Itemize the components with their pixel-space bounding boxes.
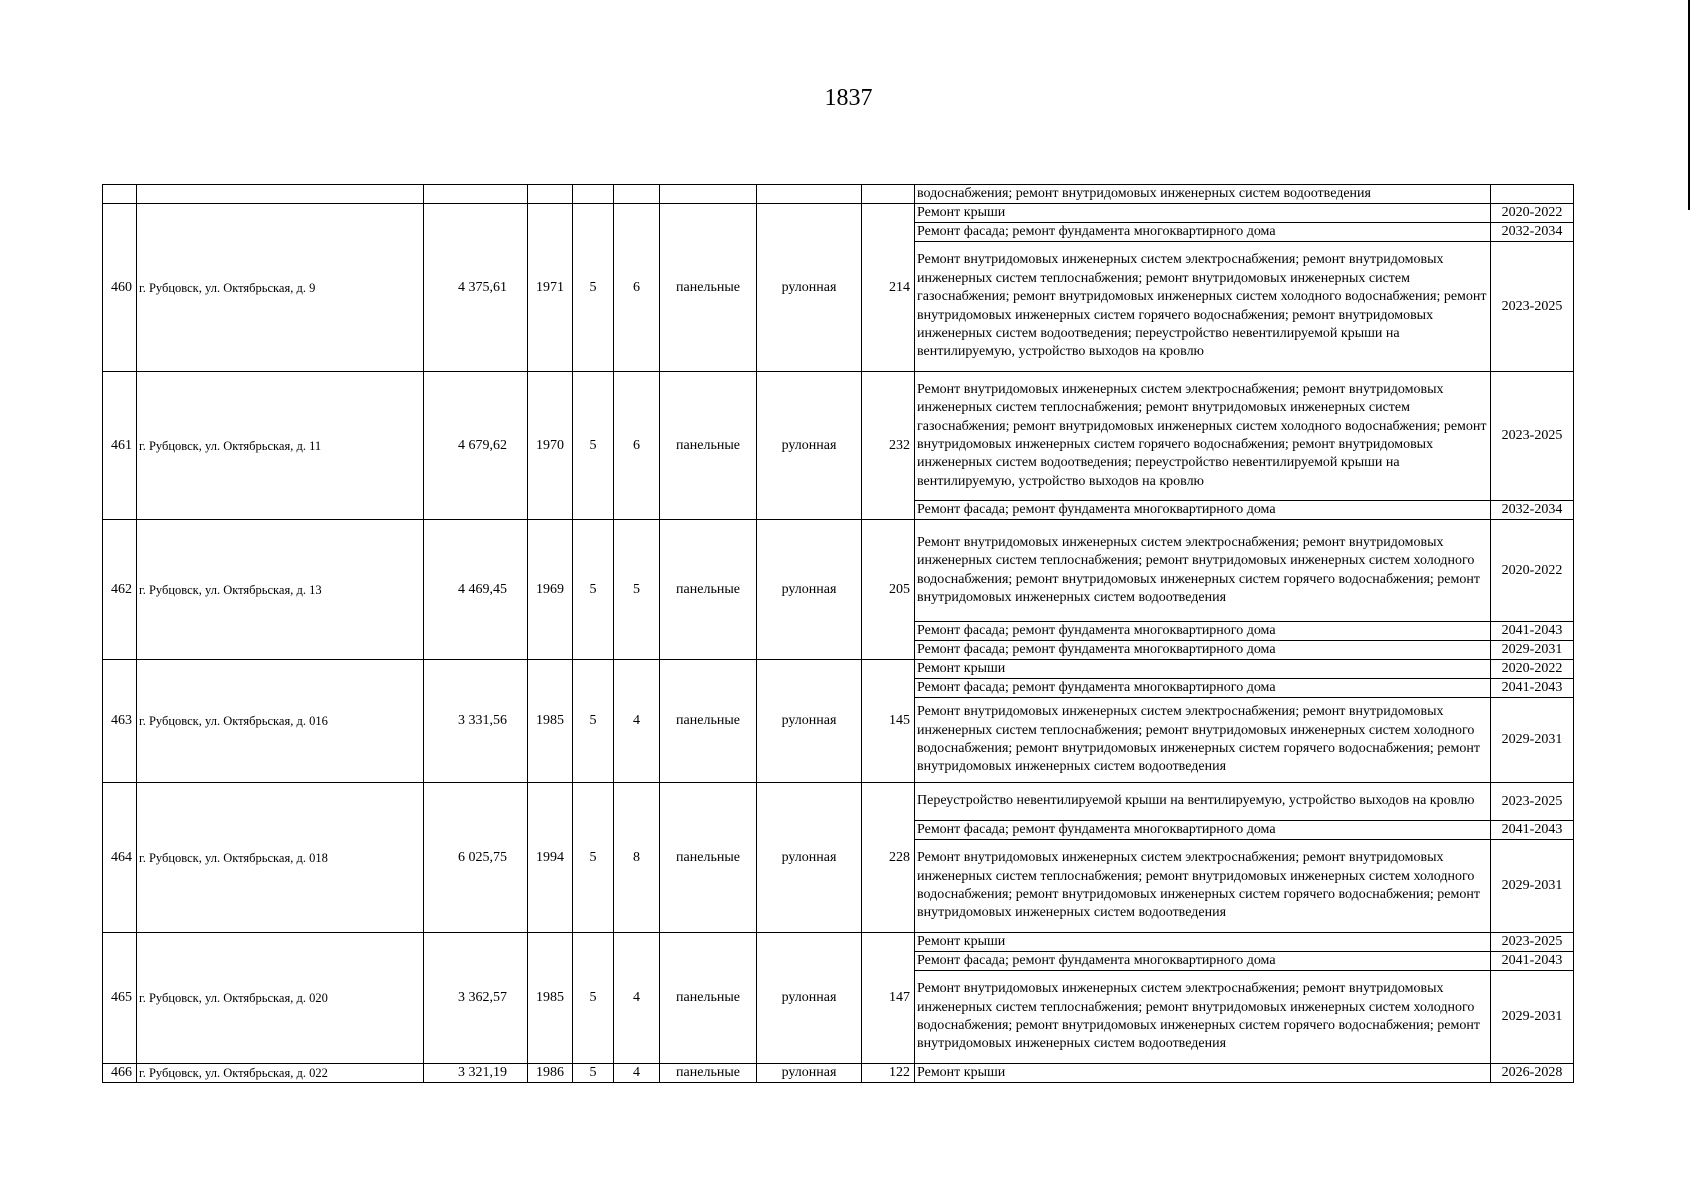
work-description-cell (914, 640, 1491, 660)
address-cell: г. Рубцовск, ул. Октябрьская, д. 022 (136, 1063, 424, 1083)
work-period-cell: 2020-2022 (1490, 519, 1574, 622)
address-cell: г. Рубцовск, ул. Октябрьская, д. 13 (136, 519, 424, 660)
area-cell: 4 469,45 (423, 519, 528, 660)
work-description-text: Ремонт фасада; ремонт фундамента многоквартирного дома (917, 501, 1276, 517)
floors-cell: 5 (572, 371, 614, 520)
entrances-cell: 6 (613, 203, 660, 372)
area-cell: 3 321,19 (423, 1063, 528, 1083)
apartments-cell: 145 (861, 659, 915, 783)
roof-type-cell: рулонная (756, 519, 862, 660)
work-description-cell (914, 932, 1491, 952)
work-description-text: Ремонт крыши (917, 933, 1006, 949)
work-description-text: Ремонт фасада; ремонт фундамента многоквартирного дома (917, 223, 1276, 239)
area-cell: 4 375,61 (423, 203, 528, 372)
empty-cell (423, 184, 528, 204)
work-description-text: Ремонт фасада; ремонт фундамента многоквартирного дома (917, 622, 1276, 638)
work-period-cell: 2029-2031 (1490, 697, 1574, 783)
work-description-text: Ремонт фасада; ремонт фундамента многоквартирного дома (917, 679, 1276, 695)
floors-cell: 5 (572, 1063, 614, 1083)
roof-type-cell: рулонная (756, 1063, 862, 1083)
walls-material-cell: панельные (659, 203, 757, 372)
work-description-cell (914, 203, 1491, 223)
work-description-cell (914, 1063, 1491, 1083)
empty-cell (861, 184, 915, 204)
work-description-text: Ремонт фасада; ремонт фундамента многоквартирного дома (917, 821, 1276, 837)
work-description-text: Ремонт крыши (917, 204, 1006, 220)
work-description-cell (914, 951, 1491, 971)
work-description-cell (914, 241, 1491, 372)
work-period-cell: 2026-2028 (1490, 1063, 1574, 1083)
floors-cell: 5 (572, 659, 614, 783)
apartments-cell: 228 (861, 782, 915, 933)
work-period-cell: 2020-2022 (1490, 203, 1574, 223)
house-number-cell: 463 (102, 659, 137, 783)
apartments-cell: 205 (861, 519, 915, 660)
work-period-cell: 2032-2034 (1490, 222, 1574, 242)
address-cell: г. Рубцовск, ул. Октябрьская, д. 016 (136, 659, 424, 783)
work-period-cell: 2032-2034 (1490, 500, 1574, 520)
year-cell: 1985 (527, 932, 573, 1064)
address-cell: г. Рубцовск, ул. Октябрьская, д. 018 (136, 782, 424, 933)
work-description-text: Ремонт внутридомовых инженерных систем электроснабжения; ремонт внутридомовых инженерных систем теплоснабжения; ремонт внутридомовых инженерных систем холодного водоснабжения; ремонт внутридомовых инженерных систем горячего водоснабжения; ремонт внутридомовых инженерных систем водоотведения (917, 981, 1480, 1052)
work-description-cell (914, 222, 1491, 242)
empty-cell (659, 184, 757, 204)
work-description-text: Ремонт внутридомовых инженерных систем электроснабжения; ремонт внутридомовых инженерных систем теплоснабжения; ремонт внутридомовых инженерных систем холодного водоснабжения; ремонт внутридомовых инженерных систем горячего водоснабжения; ремонт внутридомовых инженерных систем водоотведения (917, 704, 1480, 775)
work-period-cell: 2023-2025 (1490, 241, 1574, 372)
work-description-cell (914, 839, 1491, 933)
address-cell: г. Рубцовск, ул. Октябрьская, д. 9 (136, 203, 424, 372)
work-period-cell: 2020-2022 (1490, 659, 1574, 679)
page-number: 1837 (824, 85, 873, 111)
work-period-cell: 2041-2043 (1490, 621, 1574, 641)
scan-edge-mark (1688, 0, 1690, 210)
walls-material-cell: панельные (659, 519, 757, 660)
apartments-cell: 232 (861, 371, 915, 520)
year-cell: 1970 (527, 371, 573, 520)
work-description-text: Переустройство невентилируемой крыши на вентилируемую, устройство выходов на кровлю (917, 793, 1475, 809)
area-cell: 3 362,57 (423, 932, 528, 1064)
empty-cell (102, 184, 137, 204)
apartments-cell: 147 (861, 932, 915, 1064)
empty-cell (756, 184, 862, 204)
entrances-cell: 4 (613, 659, 660, 783)
carry-over-period-cell (1490, 184, 1574, 204)
work-description-text: Ремонт крыши (917, 1064, 1006, 1080)
entrances-cell: 5 (613, 519, 660, 660)
work-description-text: Ремонт крыши (917, 660, 1006, 676)
year-cell: 1985 (527, 659, 573, 783)
carry-over-works-cell: водоснабжения; ремонт внутридомовых инженерных систем водоотведения (914, 184, 1491, 204)
work-description-text: Ремонт внутридомовых инженерных систем электроснабжения; ремонт внутридомовых инженерных систем теплоснабжения; ремонт внутридомовых инженерных систем газоснабжения; ремонт внутридомовых инженерных систем холодного водоснабжения; ремонт внутридомовых инженерных систем горячего водоснабжения; ремонт внутридомовых инженерных систем водоотведения; переустройство невентилируемой крыши на вентилируемую, устройство выходов на кровлю (917, 252, 1487, 360)
address-cell: г. Рубцовск, ул. Октябрьская, д. 11 (136, 371, 424, 520)
walls-material-cell: панельные (659, 932, 757, 1064)
area-cell: 3 331,56 (423, 659, 528, 783)
work-description-cell (914, 678, 1491, 698)
house-number-cell: 460 (102, 203, 137, 372)
empty-cell (527, 184, 573, 204)
work-description-cell (914, 621, 1491, 641)
floors-cell: 5 (572, 203, 614, 372)
floors-cell: 5 (572, 519, 614, 660)
entrances-cell: 8 (613, 782, 660, 933)
walls-material-cell: панельные (659, 1063, 757, 1083)
floors-cell: 5 (572, 932, 614, 1064)
house-number-cell: 465 (102, 932, 137, 1064)
empty-cell (613, 184, 660, 204)
work-period-cell: 2041-2043 (1490, 820, 1574, 840)
work-period-cell: 2029-2031 (1490, 640, 1574, 660)
roof-type-cell: рулонная (756, 782, 862, 933)
work-description-cell (914, 659, 1491, 679)
roof-type-cell: рулонная (756, 659, 862, 783)
work-period-cell: 2029-2031 (1490, 839, 1574, 933)
work-description-cell (914, 697, 1491, 783)
work-description-cell (914, 782, 1491, 821)
work-description-text: Ремонт внутридомовых инженерных систем электроснабжения; ремонт внутридомовых инженерных систем теплоснабжения; ремонт внутридомовых инженерных систем газоснабжения; ремонт внутридомовых инженерных систем холодного водоснабжения; ремонт внутридомовых инженерных систем горячего водоснабжения; ремонт внутридомовых инженерных систем водоотведения; переустройство невентилируемой крыши на вентилируемую, устройство выходов на кровлю (917, 381, 1487, 489)
house-number-cell: 462 (102, 519, 137, 660)
work-description-cell (914, 371, 1491, 501)
year-cell: 1986 (527, 1063, 573, 1083)
entrances-cell: 4 (613, 932, 660, 1064)
work-period-cell: 2041-2043 (1490, 678, 1574, 698)
address-cell: г. Рубцовск, ул. Октябрьская, д. 020 (136, 932, 424, 1064)
empty-cell (136, 184, 424, 204)
apartments-cell: 122 (861, 1063, 915, 1083)
work-period-cell: 2023-2025 (1490, 371, 1574, 501)
entrances-cell: 6 (613, 371, 660, 520)
house-number-cell: 464 (102, 782, 137, 933)
house-number-cell: 461 (102, 371, 137, 520)
year-cell: 1994 (527, 782, 573, 933)
area-cell: 6 025,75 (423, 782, 528, 933)
area-cell: 4 679,62 (423, 371, 528, 520)
work-description-text: Ремонт внутридомовых инженерных систем электроснабжения; ремонт внутридомовых инженерных систем теплоснабжения; ремонт внутридомовых инженерных систем холодного водоснабжения; ремонт внутридомовых инженерных систем горячего водоснабжения; ремонт внутридомовых инженерных систем водоотведения (917, 850, 1480, 921)
work-description-cell (914, 820, 1491, 840)
walls-material-cell: панельные (659, 782, 757, 933)
work-period-cell: 2023-2025 (1490, 932, 1574, 952)
work-description-text: Ремонт внутридомовых инженерных систем электроснабжения; ремонт внутридомовых инженерных систем теплоснабжения; ремонт внутридомовых инженерных систем холодного водоснабжения; ремонт внутридомовых инженерных систем горячего водоснабжения; ремонт внутридомовых инженерных систем водоотведения (917, 534, 1480, 605)
floors-cell: 5 (572, 782, 614, 933)
work-description-text: Ремонт фасада; ремонт фундамента многоквартирного дома (917, 952, 1276, 968)
roof-type-cell: рулонная (756, 371, 862, 520)
house-number-cell: 466 (102, 1063, 137, 1083)
year-cell: 1969 (527, 519, 573, 660)
work-period-cell: 2041-2043 (1490, 951, 1574, 971)
work-description-cell (914, 519, 1491, 622)
work-period-cell: 2029-2031 (1490, 970, 1574, 1064)
entrances-cell: 4 (613, 1063, 660, 1083)
roof-type-cell: рулонная (756, 203, 862, 372)
work-description-cell (914, 500, 1491, 520)
work-description-text: Ремонт фасада; ремонт фундамента многоквартирного дома (917, 641, 1276, 657)
empty-cell (572, 184, 614, 204)
work-period-cell: 2023-2025 (1490, 782, 1574, 821)
work-description-cell (914, 970, 1491, 1064)
apartments-cell: 214 (861, 203, 915, 372)
walls-material-cell: панельные (659, 371, 757, 520)
year-cell: 1971 (527, 203, 573, 372)
roof-type-cell: рулонная (756, 932, 862, 1064)
walls-material-cell: панельные (659, 659, 757, 783)
